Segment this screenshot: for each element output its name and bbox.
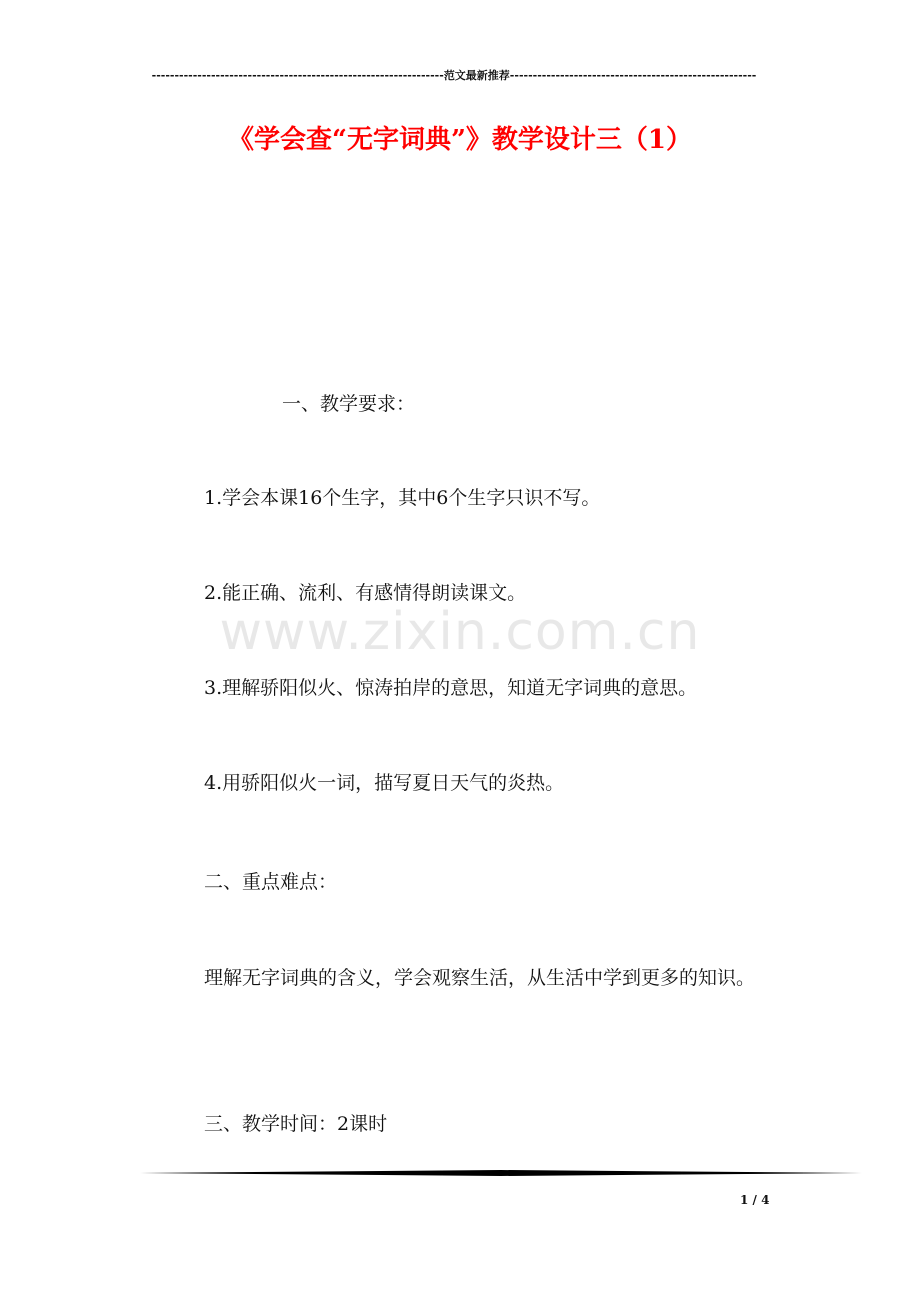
requirement-item-4: 4.用骄阳似火一词，描写夏日天气的炎热。 (204, 772, 565, 794)
section-1-heading: 一、教学要求： (282, 393, 416, 415)
requirement-item-1: 1.学会本课16个生字，其中6个生字只识不写。 (204, 487, 601, 509)
section-3-heading: 三、教学时间：2课时 (204, 1113, 388, 1135)
section-2-paragraph: 理解无字词典的含义，学会观察生活，从生活中学到更多的知识。 (204, 967, 756, 989)
requirement-item-2: 2.能正确、流利、有感情得朗读课文。 (204, 582, 527, 604)
section-2-heading: 二、重点难点： (204, 871, 338, 893)
page-number: 1 / 4 (740, 1193, 770, 1207)
watermark: www.zixin.com.cn (219, 602, 701, 662)
footer-rule (140, 1164, 862, 1180)
document-title: 《学会查“无字词典”》教学设计三（1） (227, 125, 692, 155)
page-header-banner: ----------------------------------------------------------------范文最新推荐------------------------------------------------------ (151, 69, 757, 82)
requirement-item-3: 3.理解骄阳似火、惊涛拍岸的意思，知道无字词典的意思。 (204, 677, 698, 699)
